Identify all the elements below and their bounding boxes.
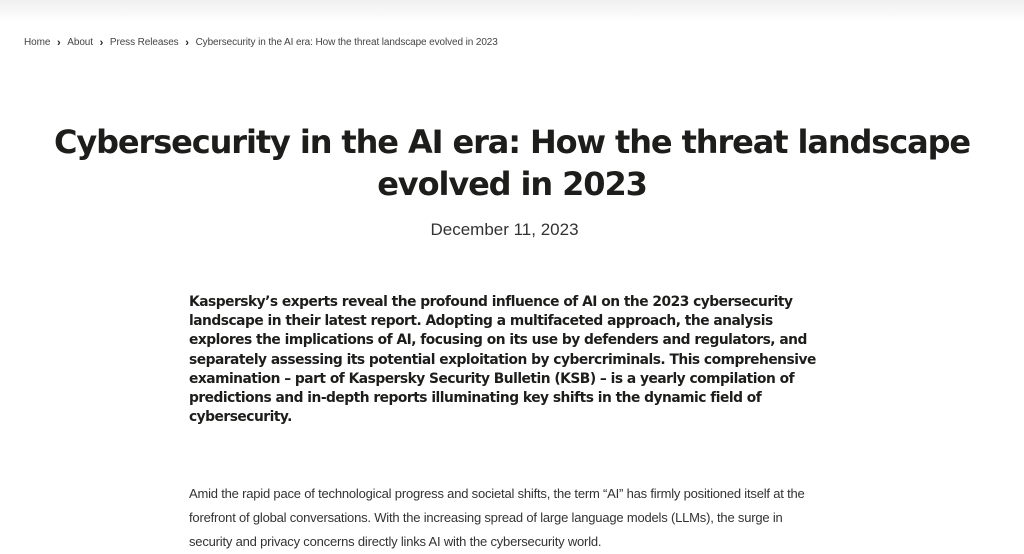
- breadcrumb-current: Cybersecurity in the AI era: How the threat landscape evolved in 2023: [195, 37, 498, 48]
- body-paragraph: Amid the rapid pace of technological progress and societal shifts, the term “AI” has firmly positioned itself at the forefront of global conversations. With the increasing spread of large language models (LLMs), the surge in security and privacy concerns directly links AI with the cybersecurity world.: [189, 486, 805, 549]
- chevron-right-icon: ›: [99, 36, 104, 49]
- chevron-right-icon: ›: [56, 36, 61, 49]
- breadcrumb: [24, 37, 498, 48]
- page-title: Cybersecurity in the AI era: How the threat landscape evolved in 2023: [53, 123, 971, 203]
- chevron-right-icon: ›: [185, 36, 189, 49]
- breadcrumb-press-releases-link[interactable]: Press Releases: [109, 37, 179, 48]
- publish-date: December 11, 2023: [430, 220, 579, 239]
- top-bar: [0, 0, 1024, 22]
- breadcrumb-home-link[interactable]: Home: [24, 37, 51, 48]
- breadcrumb-about-link[interactable]: About: [67, 37, 93, 48]
- lead-paragraph: Kaspersky’s experts reveal the profound influence of AI on the 2023 cybersecurity landscape in their latest report. Adopting a multifaceted approach, the analysis explores the implications of AI, focusing on its use by defenders and regulators, and separately assessing its potential exploitation by cybercriminals. This comprehensive examination – part of Kaspersky Security Bulletin (KSB) – is a yearly compilation of predictions and in-depth reports illuminating key shifts in the dynamic field of cybersecurity.: [189, 294, 816, 426]
